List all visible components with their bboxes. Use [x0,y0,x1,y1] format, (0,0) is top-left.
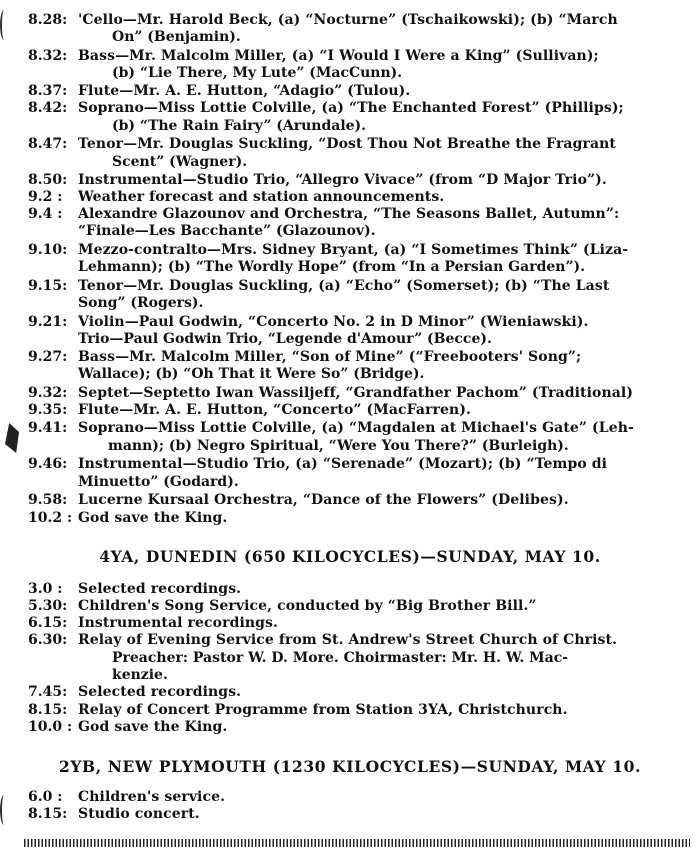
list-item: 7.45: Selected recordings. [28,684,242,700]
list-item: 9.32: Septet—Septetto Iwan Wassiljeff, “Grandfather Pachom” (Traditional) [28,385,634,401]
list-item: 9.35: Flute—Mr. A. E. Hutton, “Concerto” (MacFarren). [28,402,472,418]
list-item-continuation: “Finale—Les Bacchante” (Glazounov). [78,223,376,239]
list-item: 9.2 : Weather forecast and station announcements. [28,189,445,205]
list-item-continuation: Minuetto” (Godard). [78,474,239,490]
section-heading-2yb: 2YB, NEW PLYMOUTH (1230 KILOCYCLES)—SUNDAY, MAY 10. [59,757,641,776]
list-item: 9.15: Tenor—Mr. Douglas Suckling, (a) “Echo” (Somerset); (b) “The Last [28,278,610,294]
section-heading-4ya: 4YA, DUNEDIN (650 KILOCYCLES)—SUNDAY, MAY 10. [99,547,601,566]
list-item-continuation: (b) “The Rain Fairy” (Arundale). [112,118,367,134]
list-item: 9.46: Instrumental—Studio Trio, (a) “Serenade” (Mozart); (b) “Tempo di [28,456,608,472]
margin-mark [0,795,8,825]
list-item: 9.41: Soprano—Miss Lottie Colville, (a) “Magdalen at Michael's Gate” (Leh- [28,420,634,436]
list-item-continuation: kenzie. [112,667,168,683]
ink-blot-mark [5,423,19,453]
list-item: 8.28: 'Cello—Mr. Harold Beck, (a) “Nocturne” (Tschaikowski); (b) “March [28,12,618,28]
list-item: 6.0 : Children's service. [28,789,226,805]
list-item: 8.32: Bass—Mr. Malcolm Miller, (a) “I Would I Were a King” (Sullivan); [28,48,599,64]
list-item-continuation: Song” (Rogers). [78,295,204,311]
list-item-continuation: Trio—Paul Godwin Trio, “Legende d'Amour” (Becce). [78,331,492,347]
list-item: 9.4 : Alexandre Glazounov and Orchestra, “The Seasons Ballet, Autumn”: [28,206,620,222]
list-item-continuation: On” (Benjamin). [112,29,241,45]
list-item: 9.27: Bass—Mr. Malcolm Miller, “Son of Mine” (“Freebooters' Song”; [28,349,582,365]
list-item: 5.30: Children's Song Service, conducted by “Big Brother Bill.” [28,598,537,614]
list-item: 8.42: Soprano—Miss Lottie Colville, (a) “The Enchanted Forest” (Phillips); [28,100,624,116]
list-item: 10.2 : God save the King. [28,510,228,526]
list-item-continuation: (b) “Lie There, My Lute” (MacCunn). [112,65,403,81]
list-item: 6.15: Instrumental recordings. [28,615,279,631]
list-item: 9.10: Mezzo-contralto—Mrs. Sidney Bryant, (a) “I Sometimes Think” (Liza- [28,242,629,258]
margin-mark [0,10,8,40]
list-item-continuation: Scent” (Wagner). [112,154,248,170]
list-item: 8.15: Relay of Concert Programme from Station 3YA, Christchurch. [28,702,568,718]
list-item: 8.47: Tenor—Mr. Douglas Suckling, “Dost Thou Not Breathe the Fragrant [28,136,616,152]
list-item-continuation: Preacher: Pastor W. D. More. Choirmaster: Mr. H. W. Mac- [112,650,569,666]
list-item: 10.0 : God save the King. [28,719,228,735]
bottom-border-rule [24,839,690,847]
list-item: 3.0 : Selected recordings. [28,581,242,597]
list-item-continuation: Lehmann); (b) “The Wordly Hope” (from “In a Persian Garden”). [78,259,586,275]
list-item: 9.21: Violin—Paul Godwin, “Concerto No. 2 in D Minor” (Wieniawski). [28,314,589,330]
list-item: 8.50: Instrumental—Studio Trio, “Allegro Vivace” (from “D Major Trio”). [28,172,607,188]
list-item: 9.58: Lucerne Kursaal Orchestra, “Dance of the Flowers” (Delibes). [28,492,569,508]
list-item: 8.15: Studio concert. [28,806,200,822]
list-item: 8.37: Flute—Mr. A. E. Hutton, “Adagio” (Tulou). [28,83,411,99]
list-item-continuation: Wallace); (b) “Oh That it Were So” (Bridge). [78,366,425,382]
list-item-continuation: mann); (b) Negro Spiritual, “Were You There?” (Burleigh). [108,438,569,454]
list-item: 6.30: Relay of Evening Service from St. Andrew's Street Church of Christ. [28,632,618,648]
